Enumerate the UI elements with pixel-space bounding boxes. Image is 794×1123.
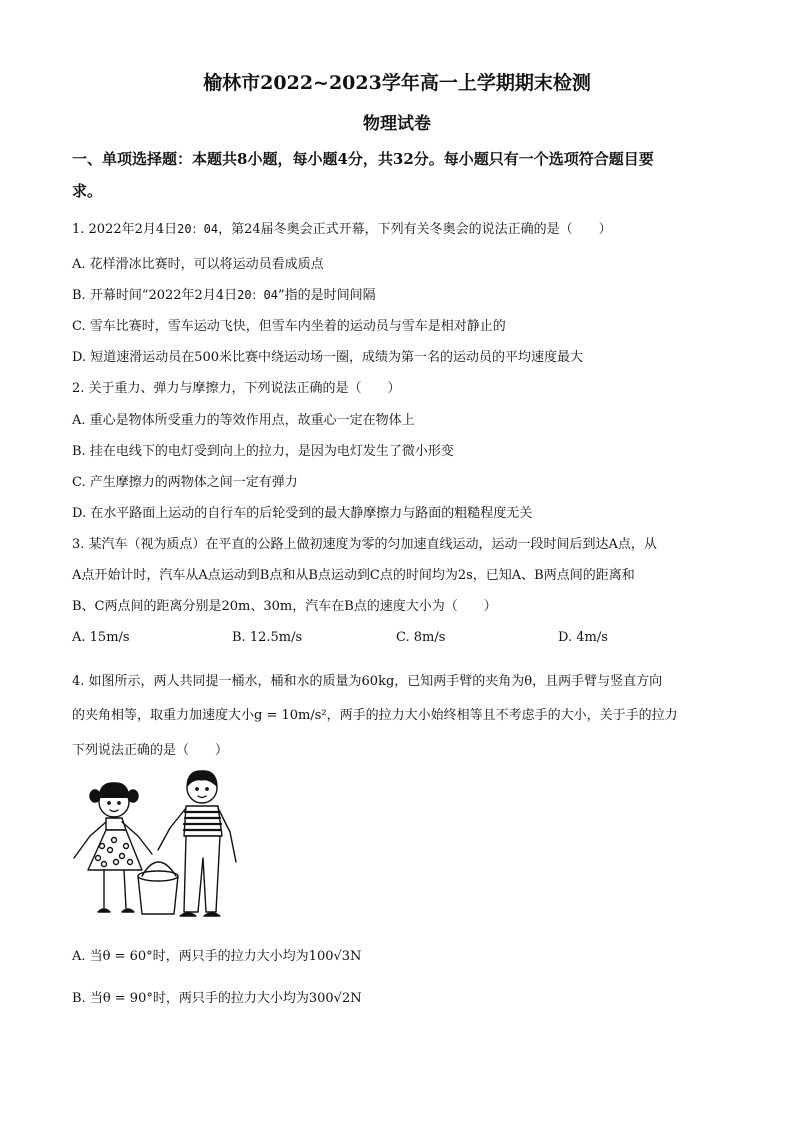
section-heading-line1: 一、单项选择题：本题共8小题，每小题4分，共32分。每小题只有一个选项符合题目要	[72, 150, 654, 168]
q1-time: 20：04	[177, 222, 219, 236]
q2-option-c: C. 产生摩擦力的两物体之间一定有弹力	[72, 475, 298, 490]
q1-option-a: A. 花样滑冰比赛时，可以将运动员看成质点	[72, 257, 324, 272]
q1-option-b-end: ”指的是时间间隔	[278, 288, 376, 303]
q3-option-d: D. 4m/s	[558, 630, 608, 645]
q4-option-b: B. 当θ = 90°时，两只手的拉力大小均为300√2N	[72, 991, 362, 1006]
exam-title: 榆林市2022~2023学年高一上学期期末检测	[203, 72, 591, 94]
q3-option-b: B. 12.5m/s	[232, 630, 303, 645]
q2-option-b: B. 挂在电线下的电灯受到向上的拉力，是因为电灯发生了微小形变	[72, 444, 454, 459]
question-3-line2: A点开始计时，汽车从A点运动到B点和从B点运动到C点的时间均为2s，已知A、B两点间的距离和	[72, 568, 635, 583]
question-4-line2: 的夹角相等，取重力加速度大小g = 10m/s²，两手的拉力大小始终相等且不考虑手的大小，关于手的拉力	[72, 708, 678, 723]
two-children-bucket-figure	[66, 766, 246, 931]
q1-stem-start: 1. 2022年2月4日	[72, 222, 178, 237]
question-3-line3: B、C两点间的距离分别是20m、30m，汽车在B点的速度大小为（ ）	[72, 599, 497, 614]
q1-option-c: C. 雪车比赛时，雪车运动飞快，但雪车内坐着的运动员与雪车是相对静止的	[72, 319, 506, 334]
exam-subtitle: 物理试卷	[363, 114, 431, 134]
q2-option-d: D. 在水平路面上运动的自行车的后轮受到的最大静摩擦力与路面的粗糙程度无关	[72, 506, 533, 521]
q1-option-b-start: B. 开幕时间“2022年2月4日	[72, 288, 238, 303]
q3-option-c: C. 8m/s	[396, 630, 446, 645]
question-2-stem: 2. 关于重力、弹力与摩擦力，下列说法正确的是（ ）	[72, 381, 401, 396]
question-1-stem	[72, 220, 612, 239]
section-heading-line2: 求。	[72, 182, 103, 200]
q1-option-d: D. 短道速滑运动员在500米比赛中绕运动场一圈，成绩为第一名的运动员的平均速度最大	[72, 350, 584, 365]
q1-stem-end: ，第24届冬奥会正式开幕，下列有关冬奥会的说法正确的是（ ）	[218, 222, 612, 237]
q3-option-a: A. 15m/s	[72, 630, 130, 645]
question-3-line1: 3. 某汽车（视为质点）在平直的公路上做初速度为零的匀加速直线运动，运动一段时间后到达A点，从	[72, 537, 657, 552]
question-4-line3: 下列说法正确的是（ ）	[72, 743, 229, 758]
q1-option-b-time: 20：04	[237, 288, 278, 302]
q1-option-b	[72, 286, 376, 305]
question-4-line1: 4. 如图所示，两人共同提一桶水，桶和水的质量为60kg，已知两手臂的夹角为θ，且两手臂与竖直方向	[72, 674, 663, 689]
q2-option-a: A. 重心是物体所受重力的等效作用点，故重心一定在物体上	[72, 413, 415, 428]
q4-option-a: A. 当θ = 60°时，两只手的拉力大小均为100√3N	[72, 949, 362, 964]
